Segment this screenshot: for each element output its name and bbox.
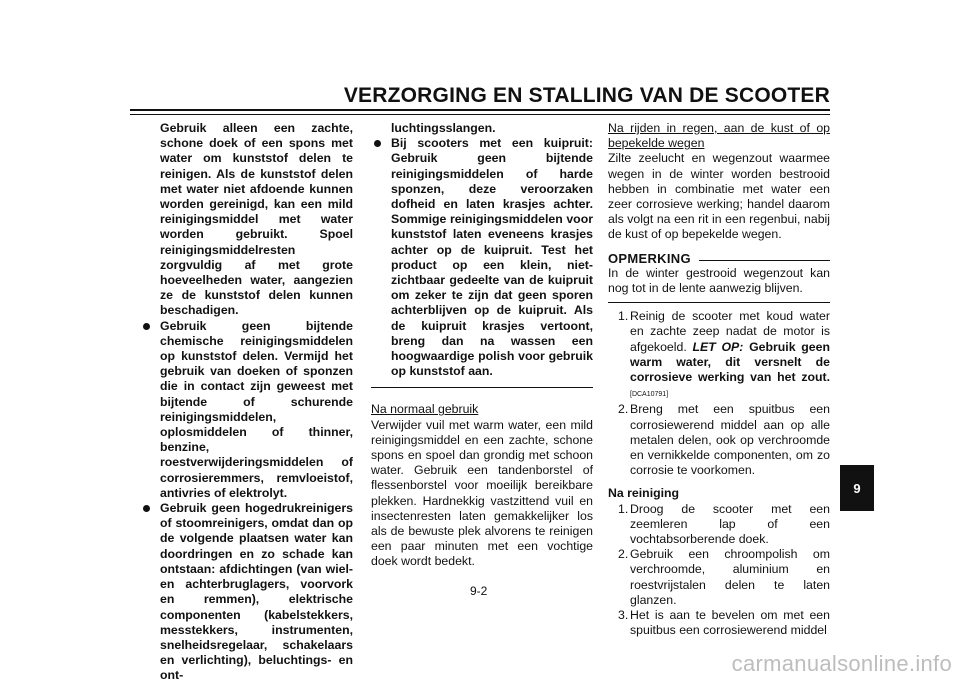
list-item <box>608 608 830 638</box>
column-right <box>608 121 830 639</box>
caution-bullet <box>140 501 353 683</box>
step-number: 3. <box>618 608 629 623</box>
rain-text: Zilte zeelucht en wegenzout waarmee wegen in de winter worden bestrooid hebben in combinatie met water een zeer corrosieve werking; handel daarom als volgt na een rit in een regenbui, nabij de kust of op bepekelde wegen. <box>608 151 830 242</box>
header-rule-thick <box>130 109 830 111</box>
list-item <box>608 547 830 608</box>
bullet-icon <box>374 140 381 147</box>
bullet-text: Bij scooters met een kuipruit: Gebruik geen bijtende reinigingsmiddelen of harde sponzen, deze veroorzaken dofheid en laten krasjes achter. Sommige reinigingsmiddelen voor kunststof laten eveneens krasjes achter op de kuipruit. Test het product op een klein, niet-zichtbaar gedeelte van de kuipruit om zeker te zijn dat geen sporen achterblijven op de kuipruit. Als de kuipruit krasjes vertoont, breng dan na wassen een hoogwaardige polish voor gebruik op kunststof aan. <box>391 136 593 379</box>
normal-use-text: Verwijder vuil met warm water, een mild reinigingsmiddel en een zachte, schone spons en spoel dan grondig met schoon water. Gebruik een tandenborstel of flessenborstel voor moeilijk bereikbare plekken. Hardnekkig vastzittend vuil en insectenresten laten gemakkelijker los als de bewuste plek alvorens te reinigen een paar minuten met een vochtige doek wordt bedekt. <box>371 417 593 569</box>
chapter-tab-number: 9 <box>853 480 861 496</box>
cleaning-steps-list <box>608 502 830 639</box>
step-number: 1. <box>618 501 629 516</box>
step-number: 2. <box>618 402 629 417</box>
step-number: 2. <box>618 547 629 562</box>
bullet-text: Gebruik geen bijtende chemische reinigingsmiddelen op kunststof delen. Vermijd het gebruik van doeken of sponzen die in contact zijn geweest met bijtende of schurende reinigingsmiddelen, oplosmiddelen of thinner, benzine, roestverwijderingsmiddelen of corrosieremmers, remvloeistof, antivries of elektrolyt. <box>160 318 353 500</box>
column-left <box>140 121 353 684</box>
caution-code: [DCA10791] <box>630 391 669 399</box>
step-text: Het is aan te bevelen om met een spuitbus een corrosiewerend middel <box>630 608 830 638</box>
page-number: 9-2 <box>470 584 488 598</box>
bullet-icon <box>143 505 150 512</box>
list-item <box>608 502 830 548</box>
chapter-tab <box>840 465 874 511</box>
rain-steps-list <box>608 309 830 478</box>
note-end-rule <box>608 302 830 303</box>
note-rule <box>699 260 830 261</box>
step-text: Reinig de scooter met koud water en zachte zeep nadat de motor is afgekoeld. <box>630 309 830 354</box>
bullet-icon <box>143 323 150 330</box>
step-text: Gebruik een chroompolish om verchroomde, aluminium en roestvrijstalen delen te laten glanzen. <box>630 547 830 607</box>
bullet-text: Gebruik geen hogedrukreinigers of stoomreinigers, omdat dan op de volgende plaatsen water kan doordringen en zo schade kan ontstaan: afdichtingen (van wiel- en achterbruglagers, voorvork en remmen), elektrische componenten (kabelstekkers, messtekkers, instrumenten, snelheidsregelaar, schakelaars en verlichting), beluchtings- en ont- <box>160 501 353 683</box>
caution-end-rule <box>371 387 593 388</box>
caution-continuation: luchtingsslangen. <box>391 121 496 135</box>
section-heading-normal-use: Na normaal gebruik <box>371 402 479 417</box>
caution-intro: Gebruik alleen een zachte, schone doek of een spons met water om kunststof delen te reinigen. Als de kunststof delen met water niet afdoende kunnen worden gereinigd, kan een mild reinigingsmiddel met water worden gebruikt. Spoel reinigingsmiddelresten zorgvuldig af met grote hoeveelheden water, aangezien ze de kunststof delen kunnen beschadigen. <box>160 121 353 318</box>
step-text: Breng met een spuitbus een corrosiewerend middel aan op alle metalen delen, ook op verchroomde en vernikkelde componenten, om zo corrosie te voorkomen. <box>630 402 830 478</box>
section-heading-rain: Na rijden in regen, aan de kust of op bepekelde wegen <box>608 121 830 151</box>
caution-bullet <box>371 136 593 379</box>
caution-label: LET OP: <box>692 339 744 354</box>
caution-text: Gebruik geen warm water, dit versnelt de corrosieve werking van het zout. <box>630 339 830 385</box>
note-header <box>608 251 830 266</box>
list-item <box>608 309 830 402</box>
page-title: VERZORGING EN STALLING VAN DE SCOOTER <box>343 84 830 107</box>
column-middle <box>371 121 593 570</box>
note-label: OPMERKING <box>608 250 691 266</box>
step-text: Droog de scooter met een zeemleren lap of een vochtabsorberende doek. <box>630 501 830 547</box>
watermark: carmanualsonline.info <box>731 651 952 676</box>
section-heading-after-cleaning: Na reiniging <box>608 486 680 501</box>
header-rule-thin <box>130 114 830 115</box>
step-number: 1. <box>618 309 629 324</box>
list-item <box>608 402 830 478</box>
note-text: In de winter gestrooid wegenzout kan nog tot in de lente aanwezig blijven. <box>608 265 830 296</box>
caution-bullet <box>140 319 353 501</box>
